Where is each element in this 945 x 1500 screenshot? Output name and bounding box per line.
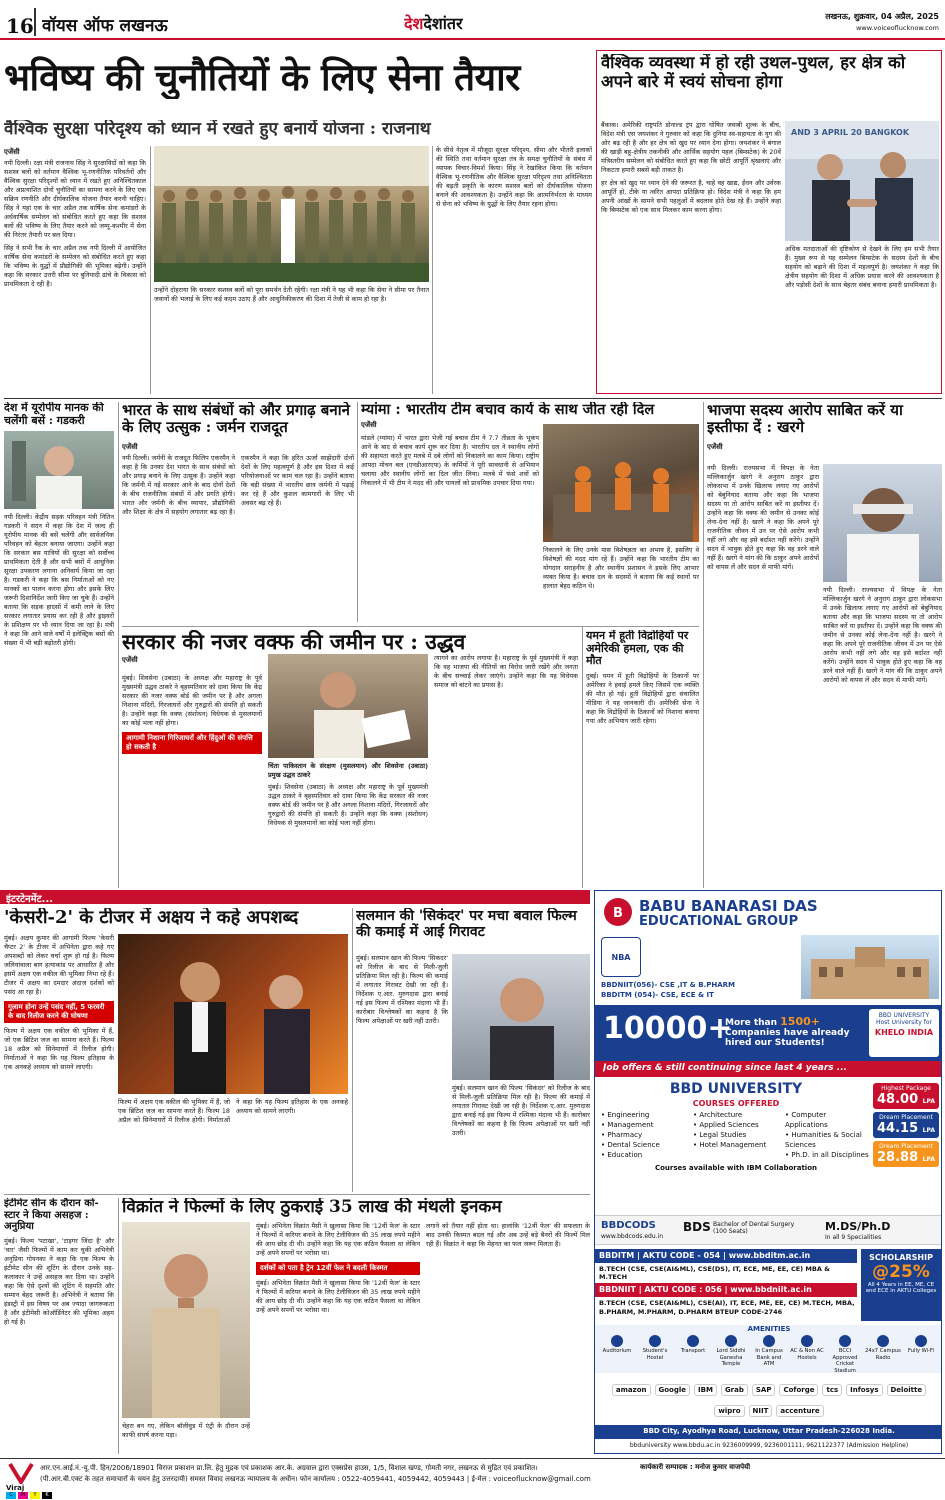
amenity-label: 24x7 Campus Radio (865, 1348, 901, 1361)
course-item: • Engineering (601, 1111, 650, 1119)
lead-photo (154, 146, 429, 282)
lead-subhead: वैश्विक सुरक्षा परिदृश्य को ध्यान में रखते हुए बनायें योजना : राजनाथ (4, 120, 431, 139)
amenity-label: Transport (680, 1348, 706, 1354)
niit-bar (595, 1283, 857, 1297)
amenity-label: Lord Siddhi Ganesha Temple (716, 1348, 746, 1367)
dateline: लखनऊ, शुक्रवार, 04 अप्रैल, 2025 (825, 12, 939, 21)
vikrant-caption: चेहरा बन गए, लेकिन बॉलीवुड में एंट्री के दौरान उन्हें काफी संघर्ष करना पड़ा। (122, 1422, 250, 1439)
sidebar-top-headline: वैश्विक व्यवस्था में हो रही उथल-पुथल, हर क्षेत्र को अपने बारे में स्वयं सोचना होगा (601, 54, 906, 91)
section-suffix: देशांतर (423, 14, 463, 33)
package-value: 44.15 LPA (877, 1121, 935, 1136)
ad-address: BBD City, Ayodhya Road, Lucknow, Uttar Pradesh-226028 India. (643, 1427, 895, 1435)
salman-photo (452, 954, 590, 1080)
amenity-icon (725, 1335, 737, 1347)
svg-text:B: B (613, 906, 623, 921)
amenity-icon (649, 1335, 661, 1347)
lead-body-2: सिंह ने सभी रैंक के चार अप्रैल तक नयी दिल्ली में आयोजित वार्षिक सेना कमांडरों के सम्मेलन को संबोधित करते हुए कहा कि भविष्य के युद्धों में प्रौद्योगिकी की भूमिका बढ़ेगी। उन्होंने कहा कि सरकार उत्तरी सीमा पर बुनियादी ढांचे के विकास को प्राथमिकता दे रही है। (4, 244, 146, 288)
itm-bar (595, 1249, 857, 1263)
amenity-item (789, 1335, 825, 1373)
courses-section (601, 1081, 871, 1211)
ad-companies-num: 1500+ (780, 1015, 820, 1028)
myanmar-byline: एजेंसी (361, 420, 377, 429)
ad-itm-bar: BBDITM | AKTU CODE - 054 | www.bbditm.ac.in (599, 1251, 811, 1260)
waqf-byline: एजेंसी (122, 656, 138, 665)
kharge-body-continued: नयी दिल्ली। राज्यसभा में विपक्ष के नेता मल्लिकार्जुन खरगे ने अनुराग ठाकुर द्वारा लोकसभा में उनके खिलाफ लगाए गए आरोपों को बेबुनियाद बताया और कहा कि भाजपा सदस्य या तो आरोप साबित करें या इस्तीफा दें। उन्होंने कहा कि वक्फ की जमीन से उनका कोई लेना-देना नहीं है। खरगे ने कहा कि अपने पूरे राजनीतिक जीवन में उन पर ऐसे आरोप कभी नहीं लगे और वह इसे बर्दाश्त नहीं करेंगे। उन्होंने सदन में भावुक होते हुए कहा कि वह डरने वाले नहीं हैं। खरगे ने मांग की कि ठाकुर अपने आरोपों को वापस लें और सदन से माफी मांगें। (823, 586, 942, 684)
lead-body-3: उन्होंने दोहराया कि सरकार सशस्त्र बलों को पूरा समर्थन देती रहेगी। रक्षा मंत्री ने यह भी कहा कि सेना ने सीमा पर तैनात जवानों की भलाई के लिए कई कदम उठाए हैं और आधुनिकीकरण की दिशा में तेजी से काम हो रहा है। (154, 286, 429, 303)
rescue-photo (543, 424, 699, 542)
officers-group-image (154, 146, 429, 282)
kesari-text-2 (118, 1098, 348, 1192)
waqf-body-col2: मुंबई। शिवसेना (उबाठा) के अध्यक्ष और महाराष्ट्र के पूर्व मुख्यमंत्री उद्धव ठाकरे ने बृहस्पतिवार को दावा किया कि केंद्र सरकार की नजर वक्फ बोर्ड की जमीन पर है और अगला निशाना मंदिरों, गिरजाघरों और गुरुद्वारों की संपत्ति हो सकती है। उन्होंने कहा कि वक्फ (संशोधन) विधेयक से मुसलमानों का कोई भला नहीं होगा। (268, 783, 428, 827)
khelo-badge (869, 1009, 939, 1057)
package-badge (873, 1083, 939, 1109)
yemen-body: दुबई। यमन में हूती विद्रोहियों के ठिकानों पर अमेरिका ने हवाई हमले किए जिसमें एक व्यक्ति की मौत हो गई। हूती विद्रोहियों द्वारा संचालित मीडिया ने यह जानकारी दी। अमेरिकी सेना ने कहा कि विद्रोहियों के ठिकानों को निशाना बनाया गया और अभियान जारी रहेगा। (586, 671, 699, 725)
course-item: • Computer Applications (785, 1111, 828, 1129)
kharge-byline: एजेंसी (707, 442, 723, 451)
amenity-item (599, 1335, 635, 1373)
lead-body-4: के सीधे नेतृत्व में मौजूदा सुरक्षा परिदृश्य, सीमा और भीतरी इलाकों की स्थिति तथा वर्तमान सुरक्षा तंत्र के समक्ष चुनौतियों के संबंध में व्यापक विचार-विमर्श किया। सिंह ने रेखांकित किया कि वर्तमान वैश्विक भू-रणनीतिक और वैश्विक सुरक्षा परिदृश्य तथा अनिश्चितता की बढ़ती प्रकृति के कारण सशस्त्र बलों को दीर्घकालिक योजना बनाने की आवश्यकता है। उन्होंने कहा कि आत्मनिर्भरता के माध्यम से सेना को भविष्य के युद्धों के लिए तैयार रहना होगा। (436, 146, 592, 208)
ad-university-name: BBD UNIVERSITY (669, 1081, 803, 1097)
gadkari-image (4, 431, 114, 509)
package-value: 28.88 LPA (877, 1150, 935, 1165)
salman-image (452, 954, 590, 1080)
masthead-divider (34, 8, 36, 36)
ad-scholarship: SCHOLARSHIP (869, 1253, 933, 1262)
gadkari-headline: देश में यूरोपीय मानक की चलेंगी बसें : गडकरी (4, 402, 104, 427)
imprint-line-2: (पी.आर.बी.एक्ट के तहत समाचारों के चयन हेतु उत्तरदायी) समस्त विवाद लखनऊ न्यायालय के अधीन। फोन कार्यालय : 0522-4059441, 4059442, 4059443 | ई-मेल : voiceoflucknow@gmail.com (40, 1475, 591, 1483)
section-name (404, 12, 463, 34)
handshake-image (785, 121, 939, 241)
course-item: • Management (601, 1121, 654, 1129)
sidebar-top-box (596, 50, 942, 394)
vikrant-body-2: लगाने को तैयार नहीं होता था। हालांकि '12वीं फेल' की सफलता के बाद उनकी किस्मत बदल गई और अब उन्हें बड़े बैनरों की फिल्में मिल रही हैं। विक्रांत ने कहा कि मेहनत का फल जरूर मिलता है। (426, 1222, 590, 1248)
amenity-item (751, 1335, 787, 1373)
masthead (0, 0, 945, 40)
course-item: • Hotel Management (693, 1141, 767, 1149)
kharge-body: नयी दिल्ली। राज्यसभा में विपक्ष के नेता मल्लिकार्जुन खरगे ने अनुराग ठाकुर द्वारा लोकसभा में उनके खिलाफ लगाए गए आरोपों को बेबुनियाद बताया और कहा कि भाजपा सदस्य या तो आरोप साबित करें या इस्तीफा दें। उन्होंने कहा कि वक्फ की जमीन से उनका कोई लेना-देना नहीं है। खरगे ने कहा कि अपने पूरे राजनीतिक जीवन में उन पर ऐसे आरोप कभी नहीं लगे और वह इसे बर्दाश्त नहीं करेंगे। उन्होंने सदन में भावुक होते हुए कहा कि वह डरने वाले नहीं हैं। खरगे ने मांग की कि ठाकुर अपने आरोपों को वापस लें और सदन से माफी मांगें। (707, 464, 819, 571)
ad-amenities-title: AMENITIES (747, 1325, 791, 1333)
amenities-section (595, 1325, 942, 1373)
ad-bbdcods-url: www.bbdcods.edu.in (601, 1233, 663, 1240)
sikandar-headline: सलमान की 'सिकंदर' पर मचा बवाल फिल्म की कमाई में आई गिरावट (356, 908, 577, 941)
ad-companies (725, 1015, 865, 1048)
package-label: Dream Placement (879, 1143, 933, 1150)
waqf-body: मुंबई। शिवसेना (उबाठा) के अध्यक्ष और महाराष्ट्र के पूर्व मुख्यमंत्री उद्धव ठाकरे ने बृहस्पतिवार को दावा किया कि केंद्र सरकार की नजर वक्फ बोर्ड की जमीन पर है और अगला निशाना मंदिरों, गिरजाघरों और गुरुद्वारों की संपत्ति हो सकती है। उन्होंने कहा कि वक्फ (संशोधन) विधेयक से मुसलमानों का कोई भला नहीं होगा। (122, 674, 262, 727)
package-value: 48.00 LPA (877, 1092, 935, 1107)
ad-bds-desc: Bachelor of Dental Surgery (100 Seats) (713, 1221, 795, 1235)
germany-body: नयी दिल्ली। जर्मनी के राजदूत फिलिप एकरमैन ने कहा है कि उनका देश भारत के साथ संबंधों को और प्रगाढ़ बनाने के लिए उत्सुक है। उन्होंने कहा कि जर्मनी में नई सरकार आने के बाद दोनों देशों के बीच राजनीतिक संबंधों में और प्रगति होगी। भारत और जर्मनी के बीच व्यापार, प्रौद्योगिकी और शिक्षा के क्षेत्र में सहयोग लगातार बढ़ रहा है। एकरमैन ने कहा कि हरित ऊर्जा साझेदारी दोनों देशों के लिए महत्वपूर्ण है और इस दिशा में कई परियोजनाओं पर काम चल रहा है। उन्होंने बताया कि बड़ी संख्या में भारतीय छात्र जर्मनी में पढ़ाई कर रहे हैं और कुशल कामगारों के लिए भी अवसर बढ़ रहे हैं। (122, 453, 354, 516)
package-label: Dream Placement (879, 1114, 933, 1121)
paper-name: वॉयस ऑफ लखनऊ (42, 16, 168, 36)
course-item: • Applied Sciences (693, 1121, 759, 1129)
page-number: 16 (6, 14, 34, 38)
vikrant-story (122, 1198, 590, 1454)
yemen-headline: यमन में हूती विद्रोहियों पर अमेरिकी हमला, एक की मौत (586, 630, 689, 668)
kharge-headline: भाजपा सदस्य आरोप साबित करें या इस्तीफा दें : खरगे (707, 402, 903, 437)
lead-col-2 (154, 286, 429, 394)
course-columns (601, 1110, 871, 1160)
photo-backdrop-text: AND 3 APRIL 20 BANGKOK (791, 128, 910, 137)
recruiters-logos (599, 1377, 939, 1423)
germany-headline: भारत के साथ संबंधों को और प्रगाढ़ बनाने के लिए उत्सुक : जर्मन राजदूत (122, 402, 350, 437)
sidebar-top-body-2: हर क्षेत्र को खुद पर ध्यान देने की जरूरत है, चाहे वह खाद्य, ईंधन और उर्वरक आपूर्ति हो, टीके या त्वरित आपदा प्रतिक्रिया हो। विदेश मंत्री ने कहा कि हम अपनी आंखों के सामने सभी पहलुओं में बदलाव होते देख रहे हैं। उन्होंने कहा कि बिम्सटेक को एक साथ मिलकर काम करना होगा। (601, 179, 781, 214)
course-column (785, 1110, 871, 1160)
lead-byline: एजेंसी (4, 148, 20, 156)
course-column (601, 1110, 687, 1160)
waqf-caption: चिंता पाकिस्तान के संरक्षण (मुसलमान) और शिवसेना (उबाठा) प्रमुख उद्धव ठाकरे (268, 762, 428, 779)
dental-row (595, 1215, 942, 1245)
course-item: • Architecture (693, 1111, 743, 1119)
myanmar-body: मांडले (म्यांमा) में भारत द्वारा भेजी गई बचाव टीम ने 7.7 तीव्रता के भूकंप आने के बाद से बचाव कार्य शुरू कर दिया है। भारतीय दल ने स्थानीय लोगों की सहायता करते हुए मलबे में दबे लोगों को निकालने का काम किया। राष्ट्रीय आपदा मोचन बल (एनडीआरएफ) के कर्मियों ने पूरी सावधानी से अभियान चलाया और स्थानीय लोगों का दिल जीत लिया। मलबे में फंसे शवों को निकालने में भी टीम ने मदद की और घायलों को प्राथमिक उपचार दिया गया। (361, 434, 539, 487)
ad-brand: BABU BANARASI DAS (639, 897, 818, 915)
campus-image (801, 935, 939, 999)
kesari-poster-image (118, 934, 348, 1094)
naac-icon: NBA (601, 937, 641, 977)
amenity-item (827, 1335, 863, 1373)
course-item: • Pharmacy (601, 1131, 643, 1139)
imprint (0, 1460, 945, 1500)
cmyk-swatch: Y (30, 1492, 40, 1499)
amenity-label: Student's Hostel (642, 1348, 668, 1361)
ad-niit-courses: B.TECH (CSE, CSE(AI&ML), CSE(AI), IT, ECE, ME, EE, CE) M.TECH, MBA, B.PHARM, M.PHARM, D.PHARM BTEUP CODE-2746 (599, 1299, 855, 1316)
khelo-badge-text: BBD UNIVERSITY Host University for (876, 1012, 932, 1026)
package-label: Highest Package (881, 1085, 931, 1092)
lead-col-3 (436, 146, 592, 394)
amenity-icon (877, 1335, 889, 1347)
kharge-portrait (823, 464, 942, 582)
imprint-editor: कार्यकारी सम्पादक : मनोज कुमार वाजपेयी (640, 1463, 751, 1471)
ad-social: bbduniversity www.bbdu.ac.in 9236009999, 9236001111, 9621122377 (Admission Helpline) (629, 1442, 909, 1449)
vikrant-body-continued: मुंबई। अभिनेता विक्रांत मैसी ने खुलासा किया कि '12वीं फेल' के स्टार ने फिल्मों में करियर बनाने के लिए टेलीविजन की 35 लाख रुपये महीने की आय छोड़ दी थी। उन्होंने कहा कि यह एक कठिन फैसला था लेकिन उन्हें अपने सपनों पर भरोसा था। (256, 1279, 420, 1314)
column-rule (432, 146, 433, 394)
ad-group: EDUCATIONAL GROUP (639, 914, 799, 929)
kharge-text (707, 464, 819, 888)
package-unit: LPA (922, 1098, 935, 1105)
recruiter-logo: wipro (714, 1405, 744, 1417)
lead-headline: भविष्य की चुनौतियों के लिए सेना तैयार (4, 56, 520, 99)
vikrant-headline: विक्रांत ने फिल्मों के लिए ठुकराई 35 लाख की मंथली इनकम (122, 1198, 502, 1217)
sikandar-text-2 (452, 1084, 590, 1192)
section-rule (4, 398, 942, 399)
vikrant-highlight: दर्शकों को पता है ट्रेन 12वीं फेल ने बदली किस्मत (256, 1262, 420, 1275)
ad-itm-courses: B.TECH (CSE, CSE(AI&ML), CSE(DS), IT, ECE, ME, EE, CE) MBA & M.TECH (599, 1265, 830, 1281)
amenity-icon (915, 1335, 927, 1347)
kesari-headline: 'केसरी-2' के टीजर में अक्षय ने कहे अपशब्द (4, 908, 299, 928)
uddhav-image (268, 654, 428, 758)
column-rule (357, 402, 358, 622)
vikrant-photo (122, 1222, 250, 1418)
sikandar-text-1 (356, 954, 448, 1192)
gadkari-photo (4, 431, 114, 509)
kesari-body-2: फिल्म में अक्षय एक वकील की भूमिका में हैं, जो एक ब्रिटिश जज का सामना करते हैं। फिल्म 18 अप्रैल को सिनेमाघरों में रिलीज होगी। निर्माताओं ने कहा कि यह फिल्म इतिहास के एक अनकहे अध्याय को सामने लाएगी। (4, 1027, 114, 1071)
column-rule (582, 626, 583, 888)
sidebar-top-caption-text: अधिक मतदाताओं की दृष्टिकोण से देखने के लिए हम सभी तैयार हैं। मुख्य रूप से यह सम्मेलन बिम्सटेक के सदस्य देशों के बीच सहयोग को बढ़ाने की दिशा में महत्वपूर्ण है। जयशंकर ने कहा कि क्षेत्रीय सहयोग की दिशा में अधिक प्रयास करने की आवश्यकता है और पड़ोसी देशों के साथ बेहतर संबंध बनाना हमारी प्राथमिकता है। (785, 245, 939, 289)
vikrant-text-1 (256, 1222, 420, 1454)
course-item: • Dental Science (601, 1141, 660, 1149)
sidebar-top-caption (785, 245, 939, 391)
entertainment-banner (0, 890, 590, 904)
amenity-item (903, 1335, 939, 1373)
kesari-highlight: गुलाम होना उन्हें पसंद नहीं, 5 फरवरी के बाद रिलीज करने की घोषणा (4, 1001, 114, 1023)
sikandar-body: मुंबई। सलमान खान की फिल्म 'सिकंदर' को रिलीज के बाद से मिली-जुली प्रतिक्रिया मिल रही है। फिल्म की कमाई में लगातार गिरावट देखी जा रही है। निर्देशक ए.आर. मुरुगदास द्वारा बनाई गई इस फिल्म में रश्मिका मंदाना भी हैं। कारोबार विश्लेषकों का कहना है कि फिल्म अपेक्षाओं पर खरी नहीं उतरी। (356, 954, 448, 1025)
ad-niit-bar: BBDNIIT | AKTU CODE : 056 | www.bbdniit.ac.in (599, 1285, 812, 1294)
uddhav-photo (268, 654, 428, 758)
sikandar-body-col2: मुंबई। सलमान खान की फिल्म 'सिकंदर' को रिलीज के बाद से मिली-जुली प्रतिक्रिया मिल रही है। फिल्म की कमाई में लगातार गिरावट देखी जा रही है। निर्देशक ए.आर. मुरुगदास द्वारा बनाई गई इस फिल्म में रश्मिका मंदाना भी हैं। कारोबार विश्लेषकों का कहना है कि फिल्म अपेक्षाओं पर खरी नहीं उतरी। (452, 1084, 590, 1137)
vikrant-image (122, 1222, 250, 1418)
amenity-label: BCCI Approved Cricket Stadium (832, 1348, 858, 1373)
gadkari-body: नयी दिल्ली। केंद्रीय सड़क परिवहन मंत्री नितिन गडकरी ने सदन में कहा कि देश में जल्द ही यूरोपीय मानक की बसें चलेंगी और सार्वजनिक परिवहन को बेहतर बनाया जाएगा। उन्होंने कहा कि सरकार बस यात्रियों की सुरक्षा को सर्वोच्च प्राथमिकता देती है और सभी बसों में आधुनिक सुरक्षा उपकरण लगाना अनिवार्य किया जा रहा है। गडकरी ने कहा कि बस निर्माताओं को नए मानकों का पालन करना होगा और इसके लिए जरूरी दिशानिर्देश जारी किए जा चुके हैं। उन्होंने बताया कि सड़क हादसों में कमी लाने के लिए सरकार लगातार प्रयास कर रही है और ड्राइवरों के प्रशिक्षण पर भी ध्यान दिया जा रहा है। मंत्री ने कहा कि आने वाले वर्षों में इलेक्ट्रिक बसों की संख्या में भी बड़ी बढ़ोतरी होगी। (4, 513, 114, 648)
cmyk-swatch: C (6, 1492, 16, 1499)
footer-rule (0, 1458, 945, 1459)
column-rule (150, 146, 151, 394)
amenity-label: AC & Non AC Hostels (790, 1348, 824, 1361)
bbd-logo-icon (603, 897, 633, 927)
course-item: • Education (601, 1151, 643, 1159)
column-rule (118, 402, 119, 888)
entertainment-label: इंटरटेनमेंट... (6, 894, 54, 904)
sikandar-story (356, 908, 590, 1192)
waqf-story (122, 630, 578, 888)
recruiter-logo: Grab (721, 1384, 748, 1396)
myanmar-story (361, 402, 699, 622)
rescue-team-image (543, 424, 699, 542)
waqf-text-3 (434, 654, 578, 888)
viraj-label: Viraj (6, 1484, 25, 1492)
course-item: • Ph.D. in all Disciplines (785, 1151, 869, 1159)
ad-bds: BDS (683, 1220, 711, 1234)
khelo-india: KHELO INDIA (874, 1028, 934, 1037)
ad-ibm-note: Courses available with IBM Collaboration (654, 1164, 817, 1172)
ad-tagline: Job offers & still continuing since last 4 years ... (603, 1063, 848, 1073)
vikrant-text-2 (426, 1222, 590, 1454)
scholarship-box (861, 1249, 941, 1321)
ad-mds-desc: In all 9 Specialities (825, 1234, 882, 1241)
kharge-story (707, 402, 942, 888)
cmyk-swatch: M (18, 1492, 28, 1499)
anupriya-story (4, 1198, 114, 1454)
package-badge (873, 1112, 939, 1138)
sidebar-top-body-1: बैंकाक। अमेरिकी राष्ट्रपति डोनाल्ड ट्रंप द्वारा घोषित जवाबी शुल्क के बीच, विदेश मंत्री एस जयशंकर ने गुरुवार को कहा कि दुनिया स्व-सहायता के युग की ओर बढ़ रही है और हर क्षेत्र को खुद पर ध्यान देना होगा। जयशंकर ने बंगाल की खाड़ी बहु-क्षेत्रीय तकनीकी और आर्थिक सहयोग पहल (बिम्सटेक) के 20वें मंत्रिस्तरीय सम्मेलन को संबोधित करते हुए कहा कि छोटी आपूर्ति श्रृंखलाएं और निकटता हमारी सबसे बड़ी ताकत है। (601, 121, 781, 174)
website: www.voiceoflucknow.com (856, 24, 939, 32)
waqf-headline: सरकार की नजर वक्फ की जमीन पर : उद्धव (122, 630, 466, 654)
ad-naac-1: BBDNIIT(056)- CSE ,IT & B.PHARM (601, 981, 735, 989)
kesari-body-col2: फिल्म में अक्षय एक वकील की भूमिका में हैं, जो एक ब्रिटिश जज का सामना करते हैं। फिल्म 18 अप्रैल को सिनेमाघरों में रिलीज होगी। निर्माताओं ने कहा कि यह फिल्म इतिहास के एक अनकहे अध्याय को सामने लाएगी। (118, 1098, 348, 1124)
amenity-icon (839, 1335, 851, 1347)
ad-naac-2: BBDITM (054)- CSE, ECE & IT (601, 991, 714, 999)
lead-body-1: नयी दिल्ली। रक्षा मंत्री राजनाथ सिंह ने सुरक्षाविदों को कहा कि सशस्त्र बलों को वर्तमान वैश्विक भू-रणनीतिक परिवर्तनों और वैश्विक सुरक्षा परिदृश्यों को ध्यान में रखते हुए अनिश्चितकाल और अप्रत्याशित दोनों चुनौतियों का सामना करने के लिए एक सक्रिय रणनीति और दीर्घकालिक योजना तैयार करनी चाहिए। सिंह ने यहां एक के चार अप्रैल तक वार्षिक सेना कमांडरों के अर्धवार्षिक सम्मेलन को संबोधित करते हुए कहा कि सशस्त्र बलों की भविष्य के लिए तैयार करने को जम्मू-कश्मीर में सेना की निरंतर तैयारी पर बल दिया। (4, 159, 146, 239)
anupriya-headline: इंटीमेट सीन के दौरान को- स्टार ने किया असहज : अनुप्रिया (4, 1198, 99, 1232)
section-rule (4, 1194, 590, 1195)
ad-companies-post: Companies have already hired our Students! (725, 1028, 850, 1048)
package-badge (873, 1141, 939, 1167)
myanmar-text-2 (543, 546, 699, 622)
ad-scholarship-pct: @25% (872, 1262, 930, 1282)
bbd-advertisement[interactable] (594, 890, 942, 1454)
recruiter-logo: Deloitte (887, 1384, 927, 1396)
imprint-line-1: आर.एन.आई.नं.-यू.पी. हिन/2006/18901 विराज प्रकाशन प्रा.लि. हेतु मुद्रक एवं प्रकाशक आर.के. अग्रवाल द्वारा एक्सप्रेस हाउस, 1/5, विशाल खण्ड, गोमती नगर, लखनऊ से मुद्रित एवं प्रकाशित। (40, 1464, 538, 1472)
kesari-text-1 (4, 934, 114, 1192)
recruiter-logo: amazon (612, 1384, 651, 1396)
recruiter-logo: SAP (752, 1384, 776, 1396)
amenity-item (713, 1335, 749, 1373)
amenity-item (865, 1335, 901, 1373)
section-rule (122, 626, 699, 627)
course-column (693, 1110, 779, 1160)
tagline-bar (595, 1061, 942, 1077)
viraj-logo-icon (8, 1462, 34, 1484)
ad-big-number: 10000+ (603, 1011, 733, 1046)
social-bar (595, 1439, 942, 1453)
ad-courses-title: COURSES OFFERED (692, 1099, 780, 1108)
myanmar-text-1 (361, 434, 539, 622)
column-rule (352, 908, 353, 1192)
recruiter-logo: Coforge (779, 1384, 818, 1396)
jaishankar-photo (785, 121, 939, 241)
package-unit: LPA (922, 1127, 935, 1134)
recruiter-logo: accenture (776, 1405, 823, 1417)
column-rule (703, 402, 704, 888)
amenity-icon (611, 1335, 623, 1347)
germany-byline: एजेंसी (122, 442, 138, 451)
waqf-text-1 (122, 674, 262, 888)
kesari-body: मुंबई। अक्षय कुमार की आगामी फिल्म 'केसरी चैप्टर 2' के टीजर में अभिनेता द्वारा कहे गए अपशब्दों को लेकर चर्चा शुरू हो गई है। फिल्म जलियांवाला बाग हत्याकांड पर आधारित है और इसमें अक्षय एक वकील की भूमिका निभा रहे हैं। टीजर में अक्षय का दमदार अंदाज दर्शकों को पसंद आ रहा है। (4, 934, 114, 996)
ad-mds: M.DS/Ph.D (825, 1220, 891, 1233)
column-rule (118, 1198, 119, 1454)
recruiter-logo: IBM (694, 1384, 717, 1396)
waqf-highlight: आगामी निशाना गिरिजाघरों और हिंदुओं की संपत्ति हो सकती है (122, 732, 262, 754)
ad-scholarship-note: All 4 Years in EE, ME, CE and ECE in AKTU Colleges (865, 1282, 937, 1294)
recruiter-logo: Google (655, 1384, 691, 1396)
course-item: • Humanities & Social Sciences (785, 1131, 862, 1149)
section-prefix: देश (404, 14, 424, 33)
kharge-text-2 (823, 586, 942, 888)
sidebar-top-body (601, 121, 781, 321)
myanmar-headline: म्यांमा : भारतीय टीम बचाव कार्य के साथ जीत रही दिल (361, 402, 655, 418)
yemen-story (586, 630, 699, 888)
cmyk-strip (6, 1492, 52, 1499)
anupriya-body: मुंबई। फिल्म 'पटाखा', 'टाइगर जिंदा है' और 'वार' जैसी फिल्मों में काम कर चुकी अभिनेत्री अनुप्रिया गोयनका ने कहा कि एक फिल्म के इंटीमेट सीन की शूटिंग के दौरान उनके सह-कलाकार ने उन्हें असहज कर दिया था। उन्होंने कहा कि ऐसे दृश्यों की शूटिंग में सहमति और सम्मान बेहद जरूरी है। अभिनेत्री ने बताया कि इंडस्ट्री में इस विषय पर अब ज्यादा जागरूकता है और इंटीमेसी कोऑर्डिनेटर की भूमिका अहम हो गई है। (4, 1236, 114, 1326)
ad-header (595, 891, 942, 933)
myanmar-body-2: निकालने के लिए उनके पास विशेषज्ञता का अभाव है, इसलिए वे विशेषज्ञों की मदद मांग रहे हैं। उन्होंने कहा कि भारतीय टीम का योगदान सराहनीय है और स्थानीय प्रशासन ने इसके लिए आभार व्यक्त किया है। बचाव दल के सदस्यों ने बताया कि कई स्थानों पर हालात बेहद कठिन थे। (543, 546, 699, 590)
course-item: • Legal Studies (693, 1131, 747, 1139)
gadkari-story (4, 402, 114, 888)
packages-column (873, 1083, 939, 1211)
amenity-icon (687, 1335, 699, 1347)
vikrant-caption-box (122, 1422, 250, 1454)
kharge-photo (823, 464, 942, 582)
amenity-label: In Campus Bank and ATM (755, 1348, 783, 1367)
recruiter-logo: NIIT (749, 1405, 773, 1417)
amenity-icon (763, 1335, 775, 1347)
vikrant-body: मुंबई। अभिनेता विक्रांत मैसी ने खुलासा किया कि '12वीं फेल' के स्टार ने फिल्मों में करियर बनाने के लिए टेलीविजन की 35 लाख रुपये महीने की आय छोड़ दी थी। उन्होंने कहा कि यह एक कठिन फैसला था लेकिन उन्हें अपने सपनों पर भरोसा था। (256, 1222, 420, 1257)
amenity-label: Auditorium (602, 1348, 632, 1354)
address-bar (595, 1425, 942, 1439)
kesari-poster (118, 934, 348, 1094)
cmyk-swatch: K (42, 1492, 52, 1499)
amenity-icon (801, 1335, 813, 1347)
amenity-item (637, 1335, 673, 1373)
amenity-label: Fully Wi-Fi (908, 1348, 934, 1354)
waqf-caption-box (268, 762, 428, 888)
recruiter-logo: Infosys (846, 1384, 882, 1396)
amenities-list (595, 1333, 942, 1373)
campus-photo (801, 935, 939, 999)
waqf-body-2: त्यागने का आरोप लगाया है। महाराष्ट्र के पूर्व मुख्यमंत्री ने कहा कि वह भाजपा की नीतियों का विरोध जारी रखेंगे और जनता के बीच सच्चाई लेकर जाएंगे। उन्होंने कहा कि यह विधेयक समाज को बांटने का प्रयास है। (434, 654, 578, 689)
hiring-banner (595, 1005, 942, 1061)
recruiter-logo: tcs (822, 1384, 842, 1396)
amenity-item (675, 1335, 711, 1373)
germany-story (122, 402, 354, 622)
package-unit: LPA (922, 1156, 935, 1163)
kesari-story (4, 908, 348, 1192)
ad-companies-pre: More than (725, 1018, 778, 1028)
ad-bbdcods: BBDCODS (601, 1220, 656, 1231)
lead-col-1 (4, 146, 146, 394)
